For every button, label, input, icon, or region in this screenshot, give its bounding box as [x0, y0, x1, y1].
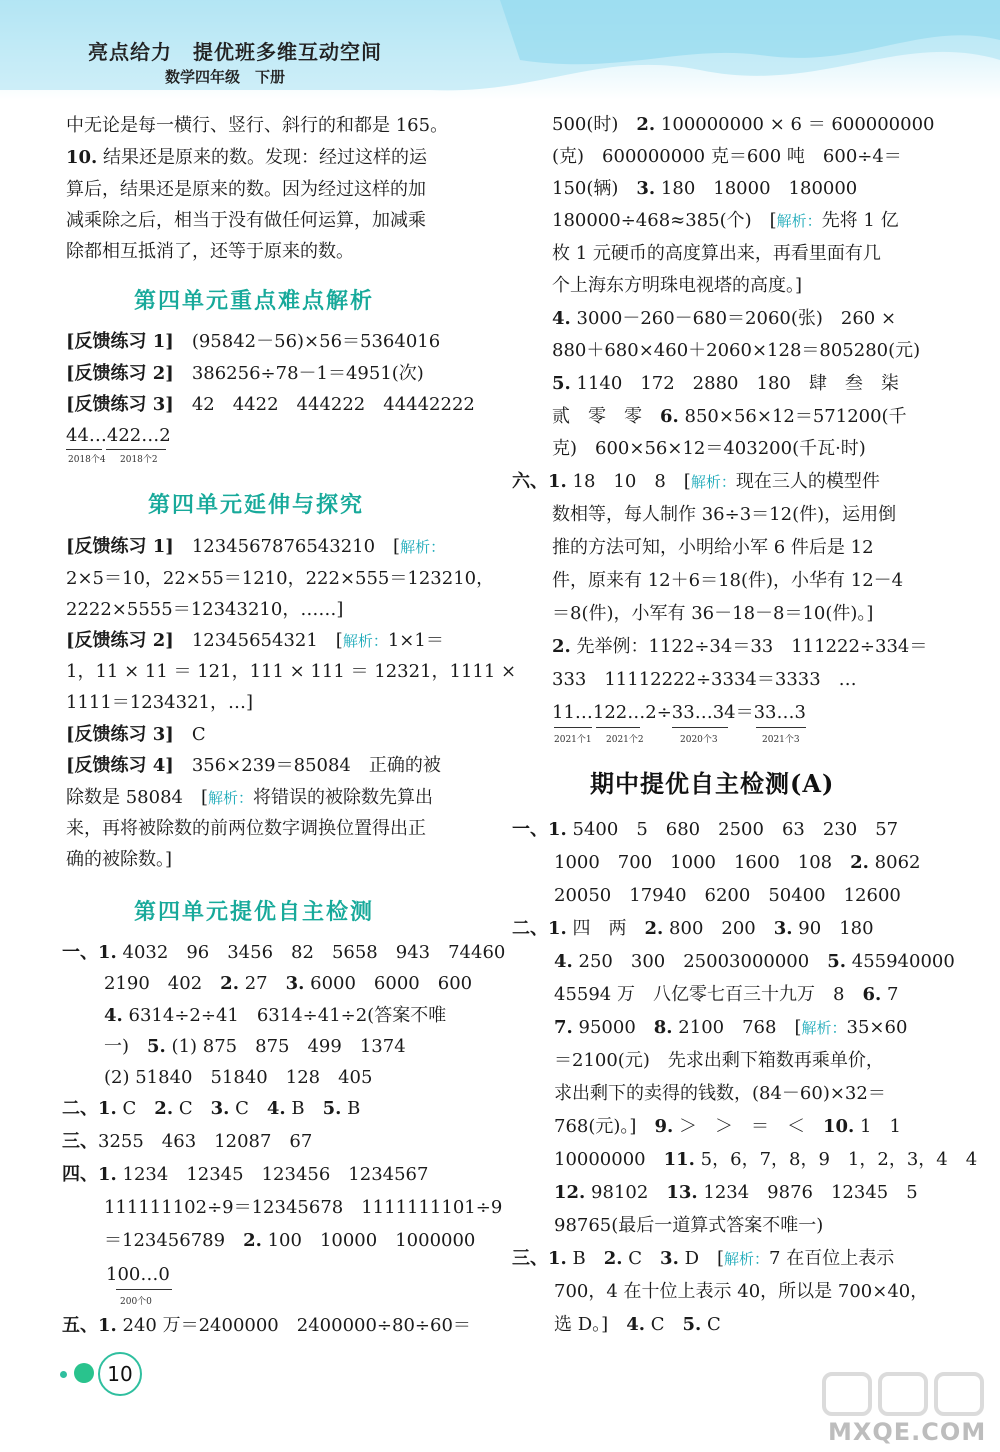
text-line: 确的被除数。] [66, 849, 173, 870]
text-line: 2. 先举例：1122÷34＝33 111222÷334＝ [552, 636, 928, 657]
section-title: 第四单元提优自主检测 [134, 900, 375, 925]
text-line: 100…0 [106, 1264, 170, 1285]
section-title: 第四单元重点难点解析 [134, 289, 375, 314]
text-line: 三、1. B 2. C 3. D [解析：7 在百位上表示 [512, 1248, 895, 1269]
text-line: 333 11112222÷3334＝3333 … [552, 669, 857, 690]
text-line: 除都相互抵消了，还等于原来的数。 [66, 241, 354, 262]
text-line: 推的方法可知，小明给小军 6 件后是 12 [552, 537, 874, 558]
text-line: 2190 402 2. 27 3. 6000 6000 600 [104, 973, 473, 994]
text-line: ＝123456789 2. 100 10000 1000000 [104, 1230, 476, 1251]
section-title: 期中提优自主检测(A) [590, 769, 835, 798]
text-line: 来，再将被除数的前两位数字调换位置得出正 [66, 818, 426, 839]
brace-note: 2018个2 [120, 455, 158, 465]
text-line: 44…422…2 [66, 425, 171, 446]
text-line: 10000000 11. 5，6，7，8，9 1，2，3，4 4 [554, 1149, 978, 1170]
underbrace [596, 724, 640, 728]
underbrace [116, 1286, 172, 1290]
text-line: 一、1. 5400 5 680 2500 63 230 57 [512, 819, 899, 840]
text-line: 数相等，每人制作 36÷3＝12(件)，运用倒 [552, 504, 897, 525]
book-title: 亮点给力 提优班多维互动空间 [88, 40, 382, 64]
text-line: 11…122…2÷33…34＝33…3 [552, 702, 806, 723]
text-line: 选 D。] 4. C 5. C [554, 1314, 721, 1335]
underbrace [554, 724, 592, 728]
text-line: 5. 1140 172 2880 180 肆 叁 柒 [552, 373, 899, 394]
text-line: 20050 17940 6200 50400 12600 [554, 885, 901, 906]
text-line: 贰 零 零 6. 850×56×12＝571200(千 [552, 406, 907, 427]
text-line: 4. 3000－260－680＝2060(张) 260 × [552, 308, 897, 329]
text-line: ＝2100(元) 先求出剩下箱数再乘单价， [554, 1050, 884, 1071]
book-subtitle: 数学四年级 下册 [165, 68, 286, 86]
text-line: 求出剩下的卖得的钱数，(84－60)×32＝ [554, 1083, 886, 1104]
text-line: 除数是 58084 [解析：将错误的被除数先算出 [66, 787, 434, 808]
text-line: 个上海东方明珠电视塔的高度。] [552, 275, 803, 296]
text-line: [反馈练习 2] 12345654321 [解析：1×1＝ [66, 630, 444, 651]
text-line: [反馈练习 3] C [66, 724, 206, 745]
text-line: 六、1. 18 10 8 [解析：现在三人的模型件 [512, 471, 880, 492]
text-line: 45594 万 八亿零七百三十九万 8 6. 7 [554, 984, 899, 1005]
watermark-text: MXQE.COM [828, 1418, 987, 1446]
text-line: 10. 结果还是原来的数。发现：经过这样的运 [66, 147, 428, 168]
text-line: [反馈练习 1] 1234567876543210 [解析： [66, 536, 446, 557]
text-line: 中无论是每一横行、竖行、斜行的和都是 165。 [66, 115, 449, 136]
brace-note: 2021个2 [606, 735, 644, 745]
decorative-dot [74, 1363, 94, 1383]
text-line: 150(辆) 3. 180 18000 180000 [552, 178, 858, 199]
text-line: 四、1. 1234 12345 123456 1234567 [62, 1164, 429, 1185]
page-number-badge [60, 1352, 140, 1398]
text-line: 7. 95000 8. 2100 768 [解析：35×60 [554, 1017, 908, 1038]
page-number: 10 [98, 1352, 142, 1396]
underbrace [672, 724, 728, 728]
text-line: 98765(最后一道算式答案不唯一) [554, 1215, 824, 1236]
text-line: 500(时) 2. 100000000 × 6 ＝ 600000000 [552, 114, 935, 135]
text-line: 768(元)。] 9. ＞ ＞ ＝ ＜ 10. 1 1 [554, 1116, 901, 1137]
text-line: 一) 5. (1) 875 875 499 1374 [104, 1036, 406, 1057]
text-line: 二、1. 四 两 2. 800 200 3. 90 180 [512, 918, 874, 939]
text-line: 件，原来有 12＋6＝18(件)，小华有 12－4 [552, 570, 904, 591]
text-line: [反馈练习 4] 356×239＝85084 正确的被 [66, 755, 441, 776]
brace-note: 2018个4 [68, 455, 106, 465]
text-line: 880＋680×460＋2060×128＝805280(元) [552, 340, 921, 361]
text-line: 一、1. 4032 96 3456 82 5658 943 74460 [62, 942, 506, 963]
text-line: 1111＝1234321，…] [66, 692, 253, 713]
text-line: (克) 600000000 克＝600 吨 600÷4＝ [552, 146, 902, 167]
text-line: 2222×5555＝12343210，……] [66, 599, 344, 620]
text-line: 180000÷468≈385(个) [解析：先将 1 亿 [552, 210, 899, 231]
text-line: 4. 250 300 25003000000 5. 455940000 [554, 951, 955, 972]
text-line: 三、3255 463 12087 67 [62, 1131, 313, 1152]
text-line: 4. 6314÷2÷41 6314÷41÷2(答案不唯 [104, 1005, 447, 1026]
text-line: 111111102÷9＝12345678 1111111101÷9 [104, 1197, 503, 1218]
text-line: ＝8(件)，小军有 36－18－8＝10(件)。] [552, 603, 874, 624]
brace-note: 2021个1 [554, 735, 592, 745]
text-line: 减乘除之后，相当于没有做任何运算，加减乘 [66, 210, 426, 231]
text-line: 1，11 × 11 ＝ 121，111 × 111 ＝ 12321，1111 × [66, 661, 517, 682]
text-line: 12. 98102 13. 1234 9876 12345 5 [554, 1182, 918, 1203]
text-line: 算后，结果还是原来的数。因为经过这样的加 [66, 179, 426, 200]
text-line: [反馈练习 3] 42 4422 444222 44442222 [66, 394, 475, 415]
brace-note: 200个0 [120, 1297, 152, 1307]
text-line: 700，4 在十位上表示 40，所以是 700×40， [554, 1281, 929, 1302]
text-line: 1000 700 1000 1600 108 2. 8062 [554, 852, 921, 873]
text-line: 克) 600×56×12＝403200(千瓦·时) [552, 438, 866, 459]
brace-note: 2021个3 [762, 735, 800, 745]
underbrace [106, 446, 166, 450]
section-title: 第四单元延伸与探究 [148, 493, 365, 518]
underbrace [756, 724, 806, 728]
text-line: [反馈练习 1] (95842－56)×56＝5364016 [66, 331, 441, 352]
text-line: 二、1. C 2. C 3. C 4. B 5. B [62, 1098, 361, 1119]
text-line: [反馈练习 2] 386256÷78－1＝4951(次) [66, 363, 424, 384]
text-line: 五、1. 240 万＝2400000 2400000÷80÷60＝ [62, 1315, 471, 1336]
text-line: (2) 51840 51840 128 405 [104, 1067, 373, 1088]
text-line: 枚 1 元硬币的高度算出来，再看里面有几 [552, 243, 881, 264]
text-line: 2×5＝10，22×55＝1210，222×555＝123210， [66, 568, 495, 589]
decorative-dot [60, 1371, 67, 1378]
brace-note: 2020个3 [680, 735, 718, 745]
underbrace [66, 446, 102, 450]
